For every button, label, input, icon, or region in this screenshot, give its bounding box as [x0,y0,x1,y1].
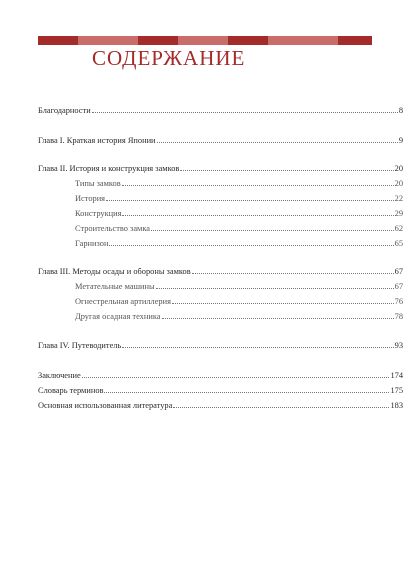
toc-entry-page: 20 [394,164,403,173]
toc-entry-page: 174 [390,371,403,380]
page-title: СОДЕРЖАНИЕ [92,46,246,70]
toc-entry[interactable] [38,163,403,174]
toc-entry-label: Типы замков [75,179,121,188]
toc-entry-page: 67 [394,267,403,276]
leader-dots [180,163,393,171]
leader-dots [122,178,394,186]
toc-entry-label: Глава II. История и конструкция замков [38,164,180,173]
toc-entry[interactable] [75,311,403,322]
toc-entry-label: Другая осадная техника [75,312,161,321]
leader-dots [151,223,394,231]
toc-entry-page: 22 [394,194,403,203]
toc-entry-page: 9 [398,136,403,145]
toc-entry-label: Благодарности [38,106,91,115]
toc-entry[interactable] [38,400,403,411]
toc-entry[interactable] [75,178,403,189]
toc-entry[interactable] [38,385,403,396]
toc-entry[interactable] [75,208,403,219]
leader-dots [92,105,398,113]
toc-entry-page: 76 [394,297,403,306]
toc-entry[interactable] [38,266,403,277]
toc-entry[interactable] [75,223,403,234]
toc-entry-label: Глава III. Методы осады и обороны замков [38,267,191,276]
toc-entry-label: Конструкция [75,209,122,218]
toc-entry-label: Основная использованная литература [38,401,173,410]
toc-entry-page: 78 [394,312,403,321]
toc-entry-page: 175 [390,386,403,395]
toc-entry[interactable] [75,193,403,204]
leader-dots [109,238,393,246]
toc-entry-label: Огнестрельная артиллерия [75,297,171,306]
leader-dots [104,385,389,393]
toc-entry-page: 65 [394,239,403,248]
toc-entry-page: 29 [394,209,403,218]
leader-dots [156,281,394,289]
toc-entry-label: Заключение [38,371,81,380]
leader-dots [192,266,394,274]
toc-entry-page: 20 [394,179,403,188]
toc-entry-label: Словарь терминов [38,386,104,395]
toc-entry-label: Глава IV. Путеводитель [38,341,122,350]
toc-entry-page: 93 [394,341,403,350]
leader-dots [157,135,398,143]
leader-dots [173,400,389,408]
leader-dots [172,296,394,304]
toc-entry-label: Метательные машины [75,282,155,291]
leader-dots [106,193,394,201]
toc-entry-label: Гарнизон [75,239,109,248]
toc-entry-label: История [75,194,106,203]
toc-entry[interactable] [38,135,403,146]
leader-dots [82,370,390,378]
toc-entry-page: 183 [390,401,403,410]
toc-entry[interactable] [38,105,403,116]
toc-entry-page: 67 [394,282,403,291]
toc-entry-page: 62 [394,224,403,233]
toc-entry[interactable] [38,370,403,381]
toc-entry[interactable] [75,296,403,307]
toc-entry-label: Строительство замка [75,224,151,233]
leader-dots [122,208,393,216]
toc-entry-label: Глава I. Краткая история Японии [38,136,156,145]
toc-entry-page: 8 [398,106,403,115]
toc-entry[interactable] [38,340,403,351]
leader-dots [122,340,393,348]
toc-entry[interactable] [75,281,403,292]
leader-dots [162,311,394,319]
toc-entry[interactable] [75,238,403,249]
